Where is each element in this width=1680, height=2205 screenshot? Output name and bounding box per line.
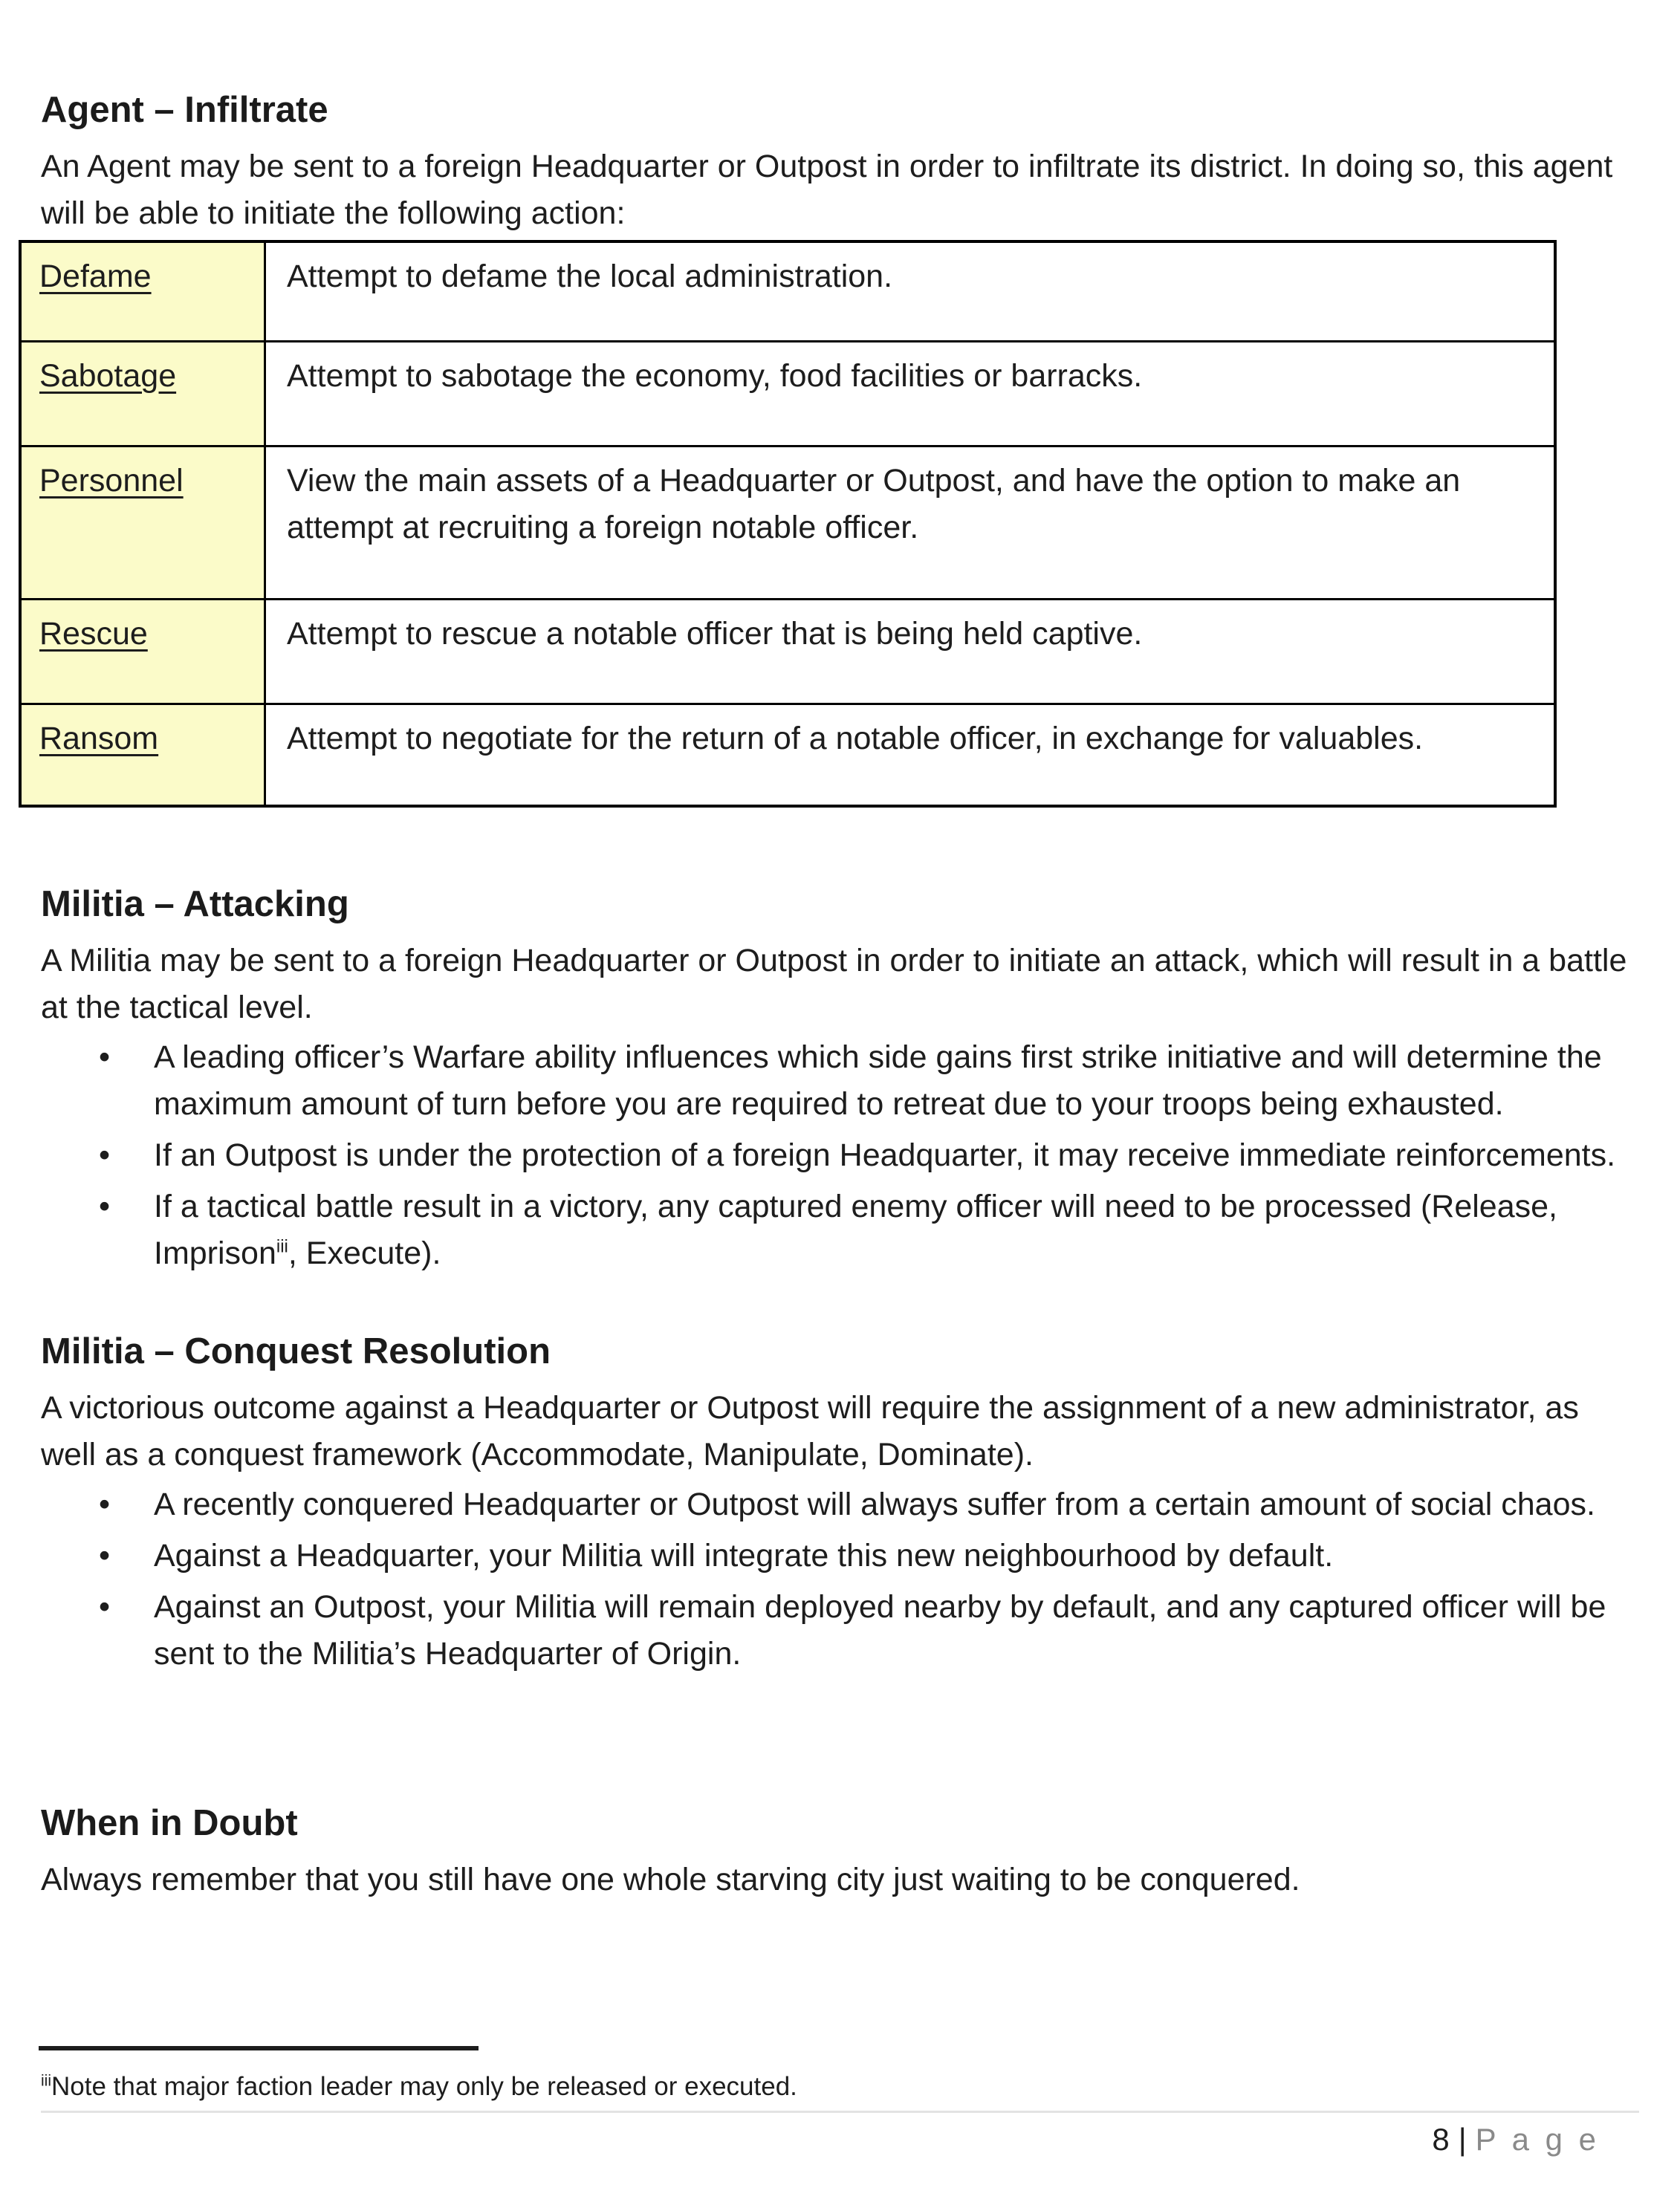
page-number: 8 [1432, 2122, 1450, 2157]
section-title-militia-conquest: Militia – Conquest Resolution [41, 1331, 551, 1371]
bullet-text: If a tactical battle result in a victory, any captured enemy officer will need to be processed (Release, Imprison [154, 1189, 1557, 1271]
bullet-item [41, 1183, 1639, 1277]
footnote [41, 2070, 797, 2104]
table-row-rescue [20, 599, 1555, 704]
bullet-text: A leading officer’s Warfare ability influences which side gains first strike initiative and will determine the maximum amount of turn before you are required to retreat due to your troops being exhausted. [154, 1039, 1602, 1122]
action-cell-rescue [20, 599, 265, 704]
action-link-rescue[interactable]: Rescue [39, 615, 148, 652]
action-link-ransom[interactable]: Ransom [39, 720, 159, 756]
action-cell-defame [20, 241, 265, 341]
section-gap [41, 808, 1639, 882]
section-title-militia-attacking: Militia – Attacking [41, 884, 349, 924]
action-cell-ransom [20, 704, 265, 806]
action-cell-sabotage [20, 341, 265, 446]
action-link-sabotage[interactable]: Sabotage [39, 357, 177, 394]
table-row-personnel [20, 446, 1555, 599]
bullet-item [41, 1034, 1639, 1128]
bullet-text: A recently conquered Headquarter or Outpost will always suffer from a certain amount of social chaos. [154, 1487, 1595, 1522]
section-gap [41, 1282, 1639, 1329]
militia-conquest-bullet-list [41, 1481, 1639, 1678]
when-in-doubt-text: Always remember that you still have one whole starving city just waiting to be conquered. [41, 1862, 1300, 1897]
action-cell-personnel [20, 446, 265, 599]
action-desc-ransom: Attempt to negotiate for the return of a notable officer, in exchange for valuables. [265, 704, 1556, 806]
footer-page-label: P a g e [1475, 2122, 1600, 2157]
action-desc-defame: Attempt to defame the local administration. [265, 241, 1556, 341]
infiltrate-actions-table [19, 240, 1557, 808]
footer-divider [41, 2111, 1639, 2113]
action-link-personnel[interactable]: Personnel [39, 462, 184, 499]
militia-conquest-intro: A victorious outcome against a Headquarter or Outpost will require the assignment of a new administrator, as well as a conquest framework (Accommodate, Manipulate, Dominate). [41, 1390, 1579, 1472]
table-row-sabotage [20, 341, 1555, 446]
footnote-reference: iii [276, 1236, 288, 1257]
footnote-text: Note that major faction leader may only be released or executed. [51, 2072, 797, 2101]
militia-attacking-intro: A Militia may be sent to a foreign Headquarter or Outpost in order to initiate an attack, which will result in a battle at the tactical level. [41, 943, 1627, 1025]
militia-attacking-bullet-list [41, 1034, 1639, 1277]
agent-infiltrate-intro: An Agent may be sent to a foreign Headquarter or Outpost in order to infiltrate its district. In doing so, this agent will be able to initiate the following action: [41, 149, 1613, 231]
bullet-text: , Execute). [288, 1235, 441, 1271]
bullet-item [41, 1584, 1639, 1678]
bullet-item [41, 1132, 1639, 1179]
footnote-marker: iii [41, 2072, 51, 2090]
bullet-text: If an Outpost is under the protection of a foreign Headquarter, it may receive immediate reinforcements. [154, 1137, 1616, 1173]
bullet-item [41, 1533, 1639, 1579]
footnote-separator [39, 2046, 479, 2050]
action-desc-rescue: Attempt to rescue a notable officer that is being held captive. [265, 599, 1556, 704]
section-gap [41, 1682, 1639, 1801]
footer-separator: | [1458, 2122, 1467, 2157]
bullet-text: Against an Outpost, your Militia will remain deployed nearby by default, and any captured officer will be sent to the Militia’s Headquarter of Origin. [154, 1589, 1606, 1672]
action-link-defame[interactable]: Defame [39, 259, 152, 294]
section-title-when-in-doubt: When in Doubt [41, 1803, 298, 1843]
action-desc-sabotage: Attempt to sabotage the economy, food facilities or barracks. [265, 341, 1556, 446]
action-desc-personnel: View the main assets of a Headquarter or Outpost, and have the option to make an attempt at recruiting a foreign notable officer. [265, 446, 1556, 599]
table-row-defame [20, 241, 1555, 341]
table-row-ransom [20, 704, 1555, 806]
bullet-text: Against a Headquarter, your Militia will integrate this new neighbourhood by default. [154, 1538, 1334, 1574]
bullet-item [41, 1481, 1639, 1528]
section-title-agent-infiltrate: Agent – Infiltrate [41, 90, 328, 130]
page-footer [1432, 2120, 1600, 2159]
